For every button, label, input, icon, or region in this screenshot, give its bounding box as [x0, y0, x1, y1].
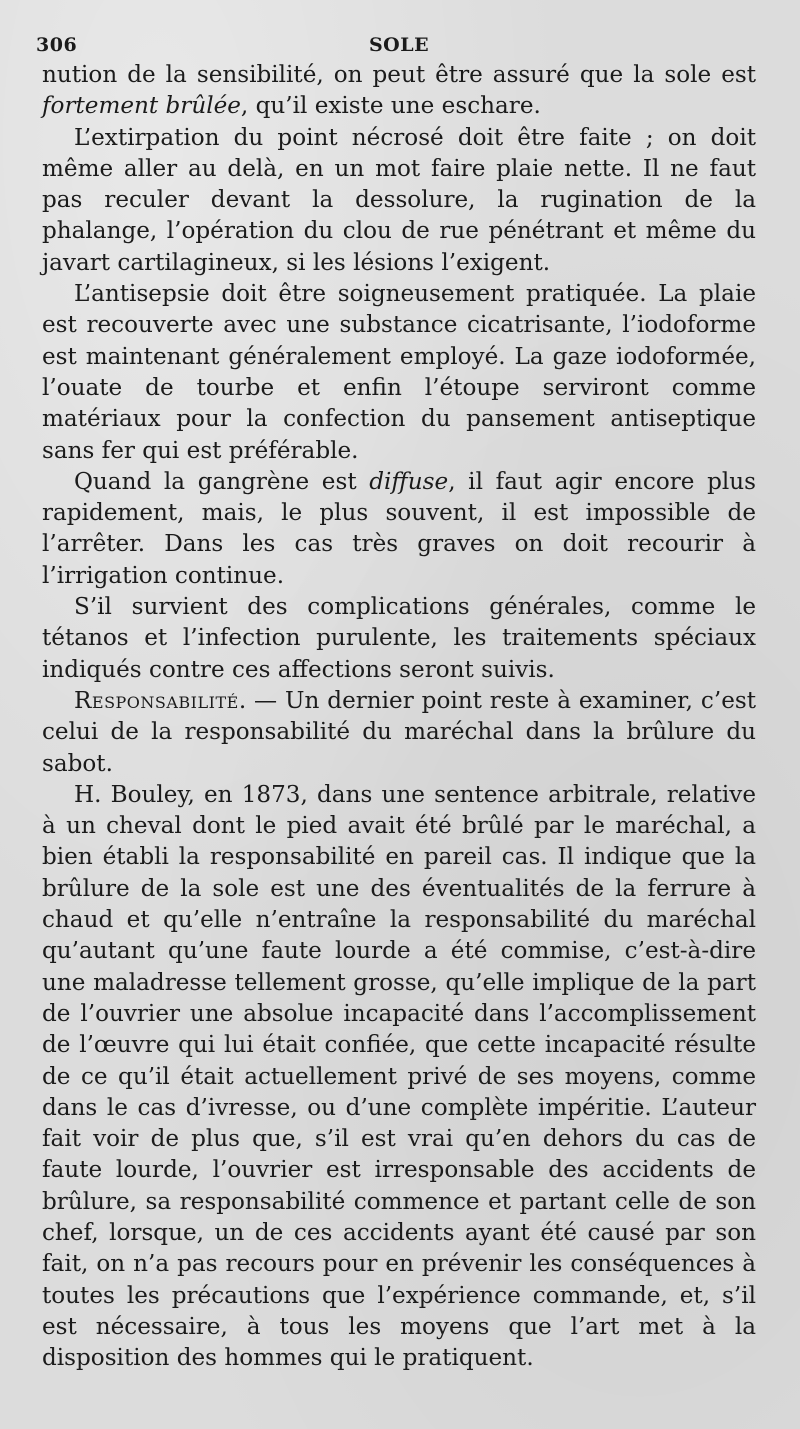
page-number: 306 — [36, 34, 78, 56]
body-text — [42, 60, 756, 1374]
page-header — [36, 28, 756, 60]
paragraph-bouley — [42, 780, 756, 1375]
running-title: SOLE — [368, 34, 430, 56]
text-span: nution de la sensibilité, on peut être assuré que la sole est — [42, 62, 756, 88]
text-span: , qu’il existe une eschare. — [240, 93, 541, 120]
text-span: . — Un dernier point reste à examiner, c’est celui de la responsabilité du maréchal dans la brûlure du sabot. — [42, 687, 756, 777]
paragraph-responsabilite — [42, 686, 756, 780]
paragraph-gangrene — [42, 467, 756, 592]
paragraph-complications — [42, 592, 756, 686]
italic-emphasis: diffuse — [369, 468, 449, 495]
text-span: H. Bouley, en 1873, dans une sentence arbitrale, relative à un cheval dont le pied avait été brûlé par le maréchal, a bien établi la responsabilité en pareil cas. Il indique que la brûlure de la sole est une des éventualités de la ferrure à chaud et qu’elle n’entraîne la responsabilité du maréchal qu’autant qu’une faute lourde a été commise, c’est-à-dire une maladresse tellement grosse, qu’elle implique de la part de l’ouvrier une absolue incapacité dans l’accomplissement de l’œuvre qui lui était confiée, que cette incapacité résulte de ce qu’il était actuellement privé de ses moyens, comme dans le cas d’ivresse, ou d’une complète impéritie. L’auteur fait voir de plus que, s’il est vrai qu’en dehors du cas de faute lourde, l’ouvrier est irresponsable des accidents de brûlure, sa responsabilité commence et partant celle de son chef, lorsque, un de ces accidents ayant été causé par son fait, on n’a pas recours pour en prévenir les conséquences à toutes les précautions que l’expérience commande, et, s’il est nécessaire, à tous les moyens que l’art met à la disposition des hommes qui le pratiquent. — [42, 781, 756, 1372]
text-span: S’il survient des complications générales, comme le tétanos et l’infection purulente, les traitements spéciaux indiqués contre ces affections seront suivis. — [42, 594, 756, 683]
text-span: L’antisepsie doit être soigneusement pratiquée. La plaie est recouverte avec une substance cicatrisante, l’iodoforme est maintenant généralement employé. La gaze iodoformée, l’ouate de tourbe et enfin l’étoupe serviront comme matériaux pour la confection du pansement antiseptique sans fer qui est préférable. — [42, 281, 756, 464]
italic-emphasis: fortement brûlée — [42, 93, 241, 120]
paragraph-sensibilite — [42, 60, 756, 123]
text-span: L’extirpation du point nécrosé doit être faite ; on doit même aller au delà, en un mot faire plaie nette. Il ne faut pas reculer devant la dessolure, la rugination de la phalange, l’opération du clou de rue pénétrant et même du javart cartilagineux, si les lésions l’exigent. — [42, 124, 756, 276]
section-heading: Responsabilité — [74, 687, 239, 714]
text-span: , il faut agir encore plus rapidement, mais, le plus souvent, il est impossible de l’arrêter. Dans les cas très graves on doit recourir à l’irrigation continue. — [42, 468, 756, 589]
paragraph-antisepsie — [42, 279, 756, 467]
paragraph-extirpation — [42, 123, 756, 279]
text-span: Quand la gangrène est — [74, 468, 370, 495]
